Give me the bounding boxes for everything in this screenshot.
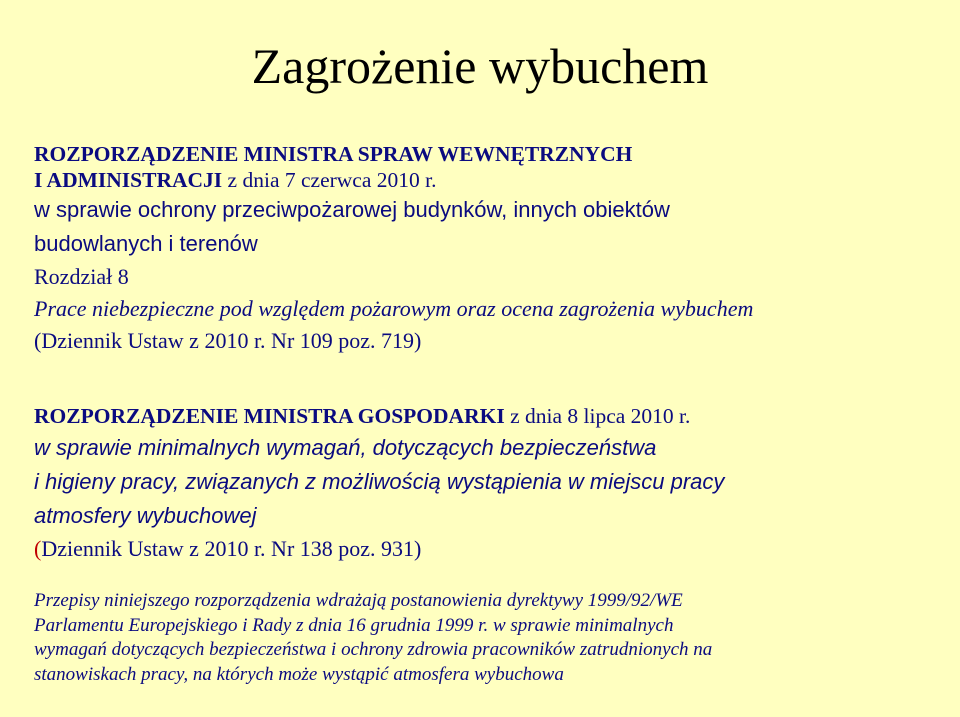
footer-line-1: Przepisy niniejszego rozporządzenia wdrażają postanowienia dyrektywy 1999/92/WE	[34, 590, 683, 611]
regulation-2-date: z dnia 8 lipca 2010 r.	[504, 404, 691, 428]
regulation-2-heading	[34, 400, 934, 433]
regulation-1-chapter-title: Prace niebezpieczne pod względem pożarowym oraz ocena zagrożenia wybuchem	[34, 296, 754, 321]
regulation-1-heading-line2-bold: I ADMINISTRACJI	[34, 168, 223, 192]
regulation-1-chapter: Rozdział 8	[34, 264, 129, 289]
regulation-2-subject-line1: w sprawie minimalnych wymagań, dotyczących bezpieczeństwa	[34, 435, 657, 460]
page-title: Zagrożenie wybuchem	[251, 38, 709, 94]
regulation-2-journal-ref	[34, 533, 934, 565]
regulation-2-journal-paren: (	[34, 536, 42, 561]
footer-line-3: wymagań dotyczących bezpieczeństwa i ochrony zdrowia pracowników zatrudnionych na	[34, 639, 713, 660]
footer-note	[34, 589, 934, 687]
regulation-2-subject-line2: i higieny pracy, związanych z możliwością wystąpienia w miejscu pracy	[34, 469, 725, 494]
regulation-1-subject-line1: w sprawie ochrony przeciwpożarowej budynków, innych obiektów	[34, 197, 670, 222]
regulation-1-date: z dnia 7 czerwca 2010 r.	[222, 168, 437, 192]
regulation-2-subject-line3: atmosfery wybuchowej	[34, 503, 257, 528]
regulation-1-journal-ref: (Dziennik Ustaw z 2010 r. Nr 109 poz. 719)	[34, 328, 422, 353]
regulation-2-heading-bold: ROZPORZĄDZENIE MINISTRA GOSPODARKI	[34, 404, 505, 428]
regulation-1-subject-line2: budowlanych i terenów	[34, 231, 258, 256]
regulation-2-journal-text: Dziennik Ustaw z 2010 r. Nr 138 poz. 931)	[41, 536, 422, 561]
footer-line-4: stanowiskach pracy, na których może wystąpić atmosfera wybuchowa	[34, 663, 564, 685]
regulation-1-heading-line1: ROZPORZĄDZENIE MINISTRA SPRAW WEWNĘTRZNYCH	[34, 142, 633, 166]
footer-line-2: Parlamentu Europejskiego i Rady z dnia 16 grudnia 1999 r. w sprawie minimalnych	[34, 614, 674, 636]
regulation-1	[34, 138, 934, 357]
regulation-2	[34, 400, 934, 565]
